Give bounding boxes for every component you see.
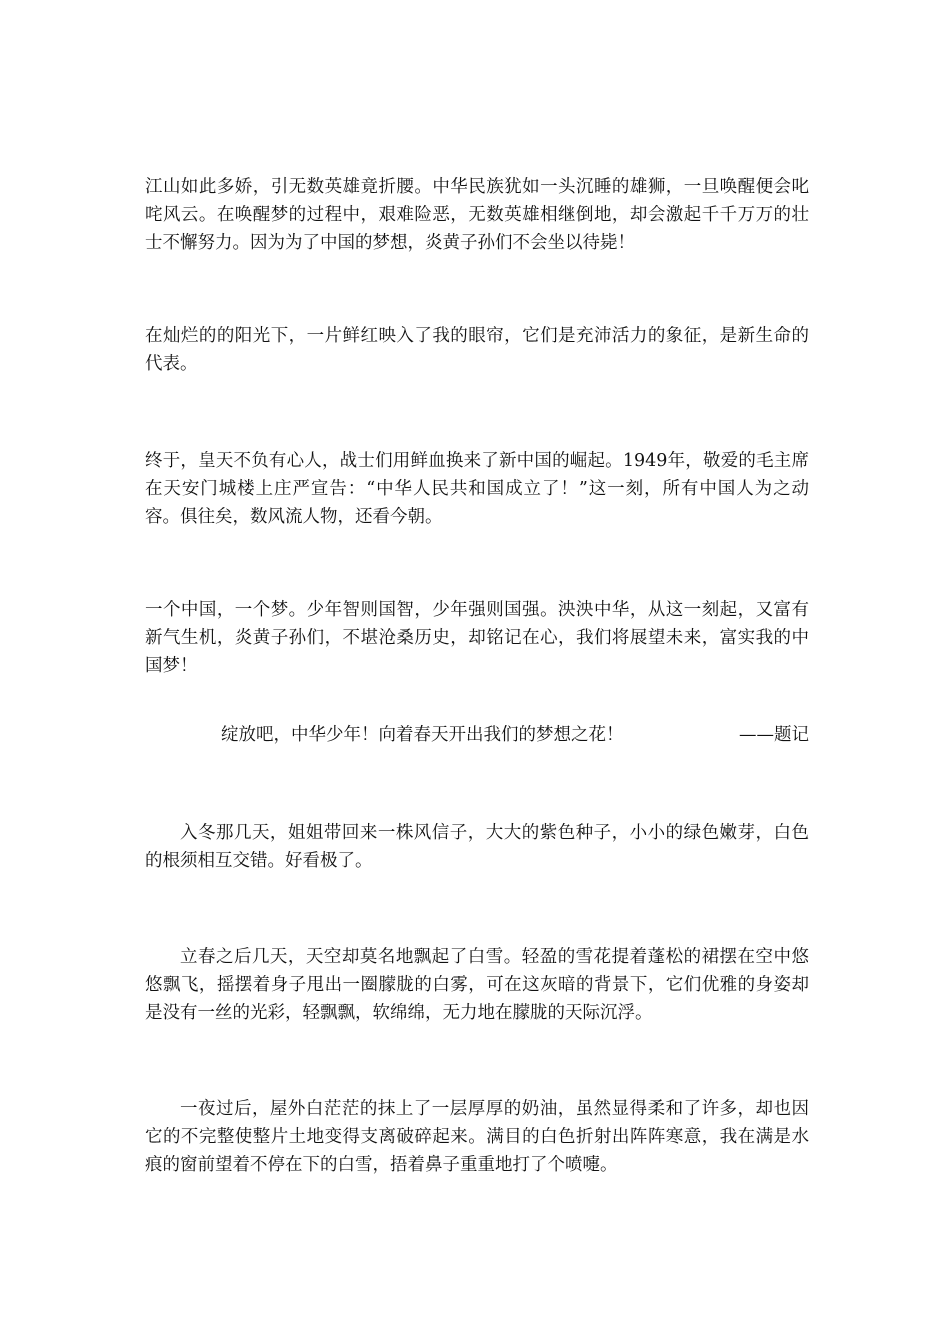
epigraph-text: 绽放吧，中华少年！向着春天开出我们的梦想之花！ xyxy=(221,725,624,745)
paragraph-snowfall: 立春之后几天，天空却莫名地飘起了白雪。轻盈的雪花提着蓬松的裙摆在空中悠悠飘飞，摇摆着身子甩出一圈朦胧的白雾，可在这灰暗的背景下，它们优雅的身姿却是没有一丝的光彩，轻飘飘，软绵绵，无力地在朦胧的天际沉浮。 xyxy=(145,947,809,1023)
paragraph-hyacinth: 入冬那几天，姐姐带回来一株风信子，大大的紫色种子，小小的绿色嫩芽，白色的根须相互交错。好看极了。 xyxy=(145,823,809,871)
epigraph xyxy=(145,721,809,749)
epigraph-signature: ——题记 xyxy=(739,725,809,745)
paragraph-intro: 江山如此多娇，引无数英雄竟折腰。中华民族犹如一头沉睡的雄狮，一旦唤醒便会叱咤风云。在唤醒梦的过程中，艰难险恶，无数英雄相继倒地，却会激起千千万万的壮士不懈努力。因为为了中国的梦想，炎黄子孙们不会坐以待毙！ xyxy=(145,177,809,253)
paragraph-sunlight: 在灿烂的的阳光下，一片鲜红映入了我的眼帘，它们是充沛活力的象征，是新生命的代表。 xyxy=(145,326,809,374)
paragraph-new-china: 终于，皇天不负有心人，战士们用鲜血换来了新中国的崛起。1949年，敬爱的毛主席在天安门城楼上庄严宣告：“中华人民共和国成立了！”这一刻，所有中国人为之动容。俱往矣，数风流人物，还看今朝。 xyxy=(145,451,809,527)
paragraph-morning-snow: 一夜过后，屋外白茫茫的抹上了一层厚厚的奶油，虽然显得柔和了许多，却也因它的不完整使整片土地变得支离破碎起来。满目的白色折射出阵阵寒意，我在满是水痕的窗前望着不停在下的白雪，捂着鼻子重重地打了个喷嚏。 xyxy=(145,1099,809,1175)
paragraph-china-dream: 一个中国，一个梦。少年智则国智，少年强则国强。泱泱中华，从这一刻起，又富有新气生机，炎黄子孙们，不堪沧桑历史，却铭记在心，我们将展望未来，富实我的中国梦！ xyxy=(145,600,809,676)
